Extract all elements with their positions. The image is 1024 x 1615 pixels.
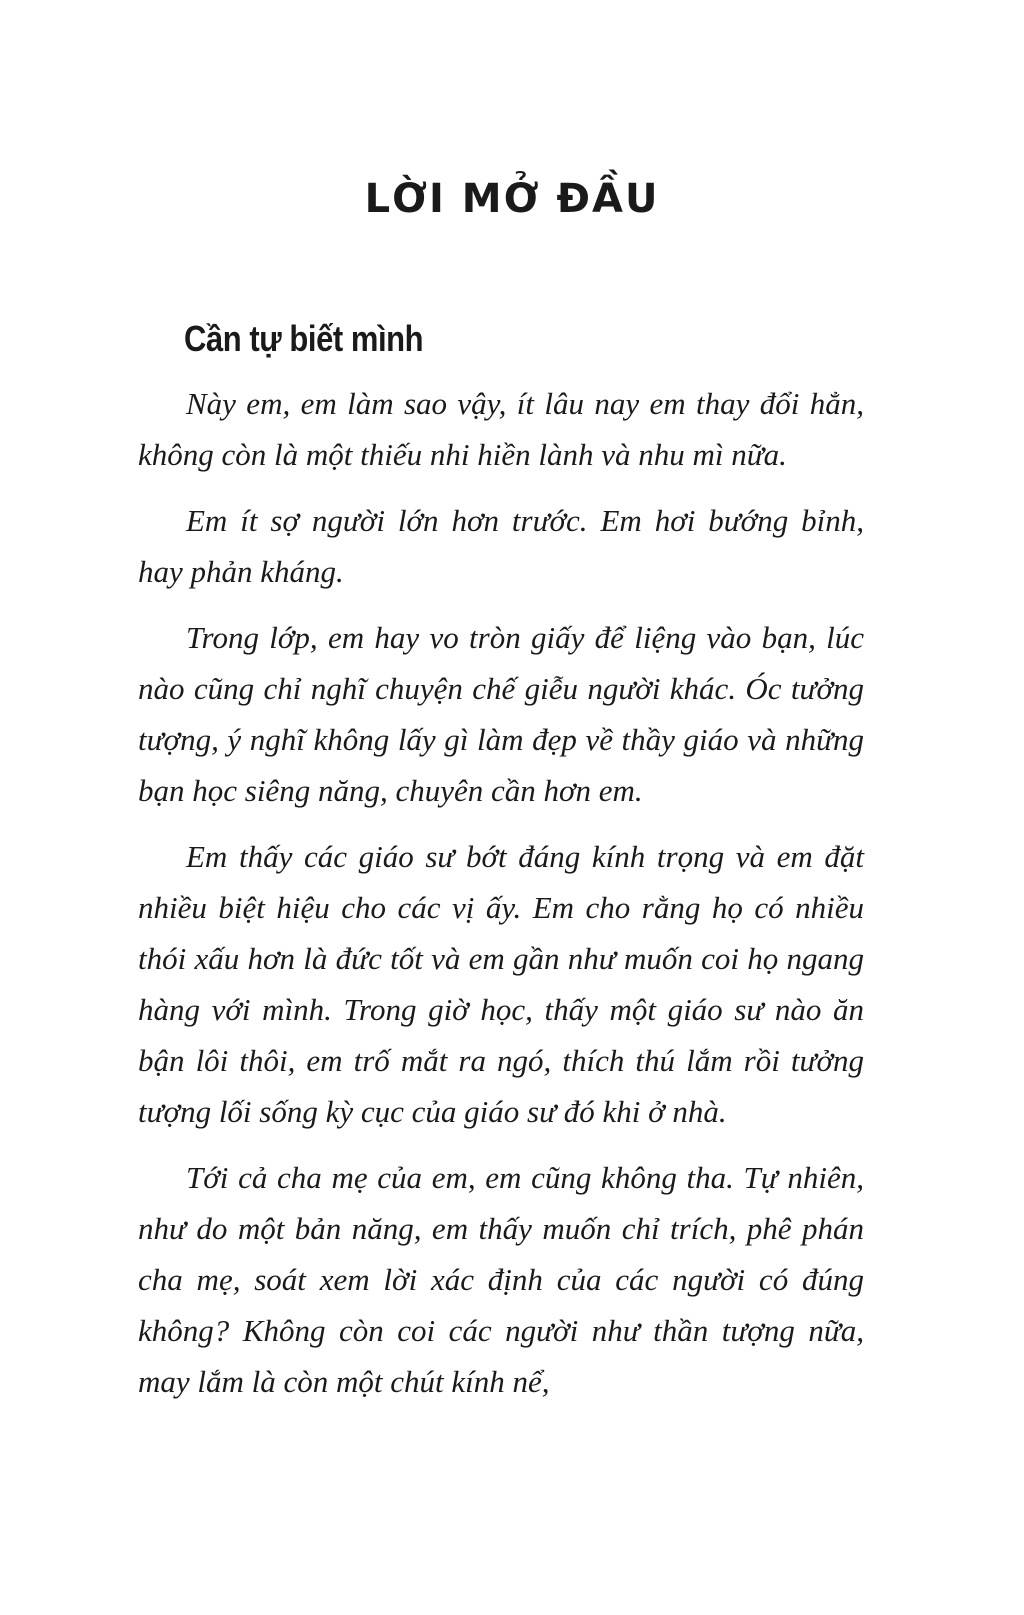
paragraph: Này em, em làm sao vậy, ít lâu nay em thay đổi hẳn, không còn là một thiếu nhi hiền lành và nhu mì nữa. <box>138 386 864 472</box>
paragraph: Trong lớp, em hay vo tròn giấy để liệng vào bạn, lúc nào cũng chỉ nghĩ chuyện chế giễu người khác. Óc tưởng tượng, ý nghĩ không lấy gì làm đẹp về thầy giáo và những bạn học siêng năng, chuyên cần hơn em. <box>138 620 864 808</box>
paragraph: Em ít sợ người lớn hơn trước. Em hơi bướng bỉnh, hay phản kháng. <box>138 503 864 589</box>
paragraph: Tới cả cha mẹ của em, em cũng không tha. Tự nhiên, như do một bản năng, em thấy muốn chỉ trích, phê phán cha mẹ, soát xem lời xác định của các người có đúng không? Không còn coi các người như thần tượng nữa, may lắm là còn một chút kính nể, <box>138 1160 864 1399</box>
chapter-title: LỜI MỞ ĐẦU <box>364 176 660 222</box>
paragraph: Em thấy các giáo sư bớt đáng kính trọng và em đặt nhiều biệt hiệu cho các vị ấy. Em cho rằng họ có nhiều thói xấu hơn là đức tốt và em gần như muốn coi họ ngang hàng với mình. Trong giờ học, thấy một giáo sư nào ăn bận lôi thôi, em trố mắt ra ngó, thích thú lắm rồi tưởng tượng lối sống kỳ cục của giáo sư đó khi ở nhà. <box>138 839 864 1129</box>
section-heading: Cần tự biết mình <box>184 318 424 359</box>
body-text <box>138 378 864 1407</box>
